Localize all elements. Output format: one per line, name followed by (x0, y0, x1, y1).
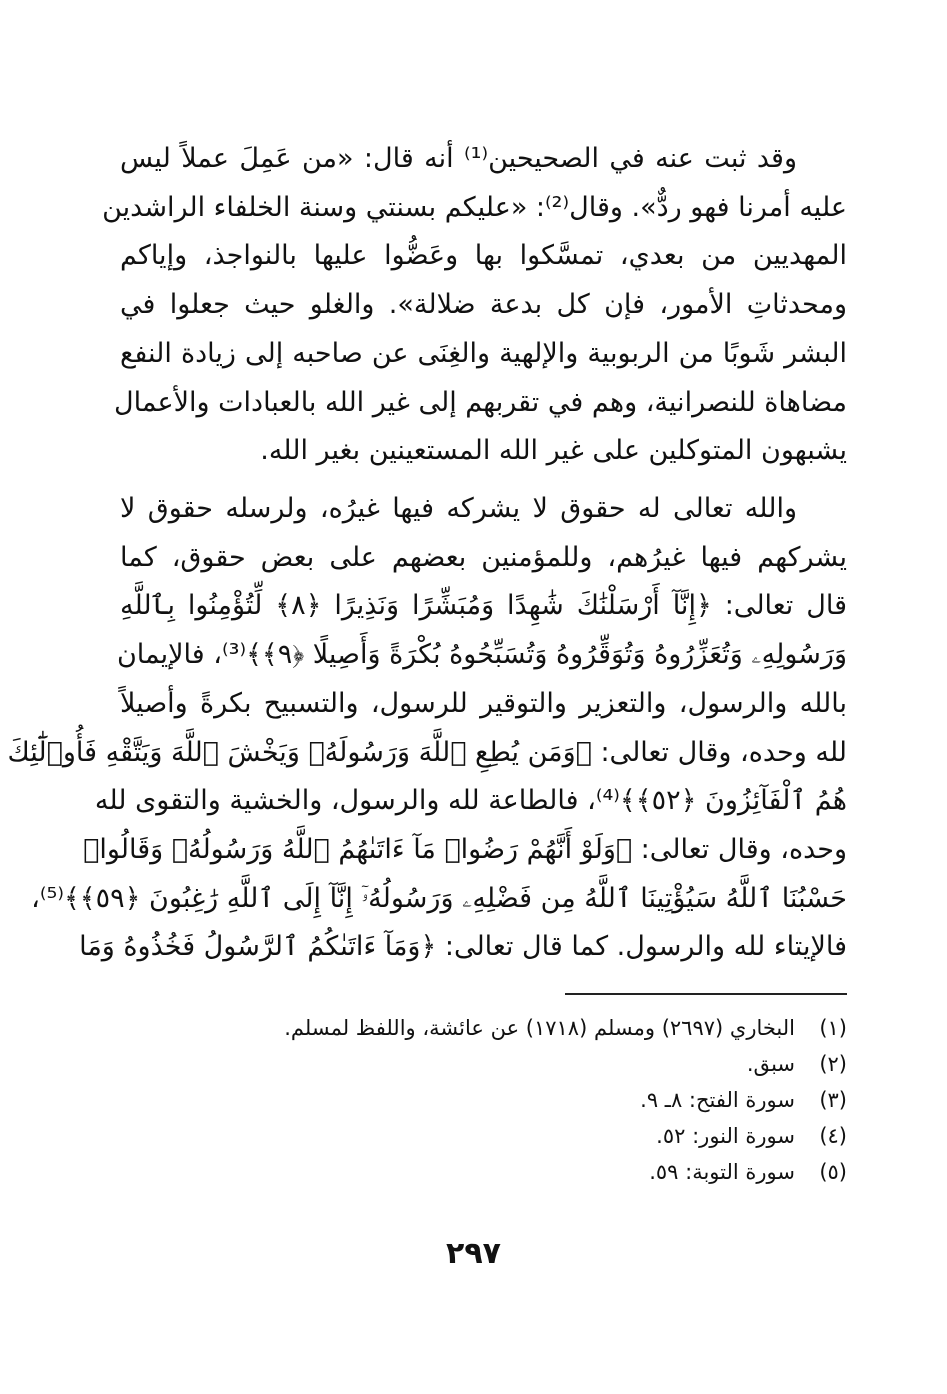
footnotes (120, 1010, 847, 1190)
footnote-text: سورة الفتح: ٨ـ ٩. (640, 1088, 795, 1112)
text-line: والله تعالى له حقوق لا يشركه فيها غيرُه، ولرسله حقوق لا (120, 493, 797, 524)
text-line: وحده، وقال تعالى: ﴿وَلَوْ أَنَّهُمْ رَضُوا۟ مَآ ءَاتَىٰهُمُ ٱللَّهُ وَرَسُولُهُۥ وَقَالُوا۟ (83, 833, 847, 865)
footnote-number: (٤) (819, 1124, 847, 1148)
text-line: فالإيتاء لله والرسول. كما قال تعالى: ﴿وَمَآ ءَاتَىٰكُمُ ٱلرَّسُولُ فَخُذُوهُ وَمَا (79, 931, 847, 963)
text-line: هُمُ ٱلْفَآئِزُونَ ﴿٥٢﴾﴾⁽⁴⁾، فالطاعة لله والرسول، والخشية والتقوى لله (94, 785, 847, 817)
text-line: البشر شَوبًا من الربوبية والإلهية والغِنَى عن صاحبه إلى زيادة النفع (120, 337, 847, 369)
text-line: ومحدثاتِ الأمور، فإن كل بدعة ضلالة». والغلو حيث جعلوا في (120, 289, 847, 321)
text-line: حَسْبُنَا ٱللَّهُ سَيُؤْتِينَا ٱللَّهُ مِن فَضْلِهِۦ وَرَسُولُهُۥٓ إِنَّآ إِلَى ٱللَّهِ رَٰغِبُونَ ﴿٥٩﴾﴾⁽⁵⁾، (31, 882, 847, 914)
footnote-number: (٢) (819, 1052, 847, 1076)
text-line: عليه أمرنا فهو ردٌّ». وقال⁽²⁾: «عليكم بسنتي وسنة الخلفاء الراشدين (102, 191, 847, 223)
footnote-number: (٣) (819, 1088, 847, 1112)
footnote-text: البخاري (٢٦٩٧) ومسلم (١٧١٨) عن عائشة، واللفظ لمسلم. (284, 1016, 795, 1040)
footnote-text: سورة النور: ٥٢. (656, 1124, 795, 1148)
text-line: وَرَسُولِهِۦ وَتُعَزِّرُوهُ وَتُوَقِّرُوهُ وَتُسَبِّحُوهُ بُكْرَةً وَأَصِيلًا ﴿٩﴾﴾⁽³⁾، فالإيمان (116, 639, 847, 671)
footnote-3 (120, 1082, 847, 1118)
footnote-divider (565, 993, 847, 995)
footnote-text: سورة التوبة: ٥٩. (649, 1160, 795, 1184)
paragraph-2 (7, 485, 848, 972)
page-number: ٢٩٧ (446, 1236, 501, 1271)
footnote-4 (120, 1118, 847, 1154)
text-line: المهديين من بعدي، تمسَّكوا بها وعَضُّوا عليها بالنواجذ، وإياكم (120, 240, 847, 272)
footnote-number: (١) (819, 1016, 847, 1040)
footnote-1 (120, 1010, 847, 1046)
text-line: يشبهون المتوكلين على غير الله المستعينين بغير الله. (260, 435, 847, 467)
text-line: بالله والرسول، والتعزير والتوقير للرسول، والتسبيح بكرةً وأصيلاً (120, 687, 847, 719)
text-line: لله وحده، وقال تعالى: ﴿وَمَن يُطِعِ ٱللَّهَ وَرَسُولَهُۥ وَيَخْشَ ٱللَّهَ وَيَتَّقْهِ فَأُو۟لَٰٓئِكَ (7, 736, 847, 768)
footnote-text: سبق. (746, 1052, 795, 1076)
footnote-5 (120, 1154, 847, 1190)
text-line: قال تعالى: ﴿إِنَّآ أَرْسَلْنَٰكَ شَٰهِدًا وَمُبَشِّرًا وَنَذِيرًا ﴿٨﴾ لِّتُؤْمِنُوا بِٱللَّهِ (120, 590, 848, 622)
footnote-number: (٥) (819, 1160, 847, 1184)
paragraph-1 (102, 135, 847, 476)
footnote-2 (120, 1046, 847, 1082)
text-line: يشركهم فيها غيرُهم، وللمؤمنين بعضهم على بعض حقوق، كما (120, 541, 847, 573)
text-line: مضاهاة للنصرانية، وهم في تقربهم إلى غير الله بالعبادات والأعمال (114, 386, 847, 418)
text-line: وقد ثبت عنه في الصحيحين⁽¹⁾ أنه قال: «من عَمِلَ عملاً ليس (120, 143, 797, 174)
